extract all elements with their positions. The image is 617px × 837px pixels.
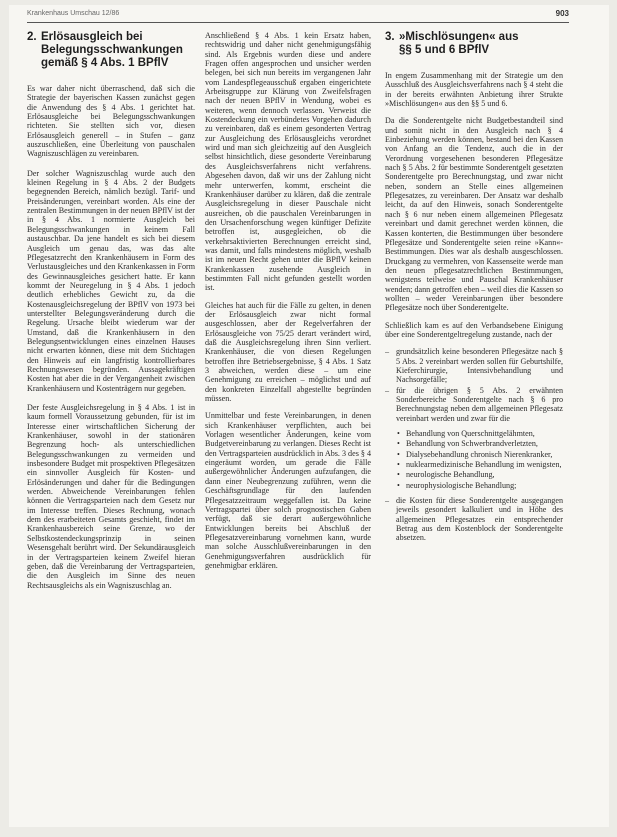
heading-line: »Mischlösungen« aus	[399, 31, 519, 43]
list-item: • neurophysiologische Behandlung;	[397, 481, 563, 490]
section-3-heading	[385, 31, 563, 57]
section-2-heading	[27, 31, 195, 70]
dash-list	[385, 496, 563, 543]
paragraph: Es war daher nicht überraschend, daß sich die Strategie der bayerischen Kassen zunächst gegen die Anwendung des § 4 Abs. 1 gerichtet hat. Erlösausgleiche bei Belegungsschwankungen richteten. Sie stellten sich vor, diesen Erlösausgleich generell – in Stufen – ganz auszuschließen, eine Überleitung von pauschalen Wagniszuschlägen zu vereinbaren.	[27, 84, 195, 159]
list-item: • neurologische Behandlung,	[397, 470, 563, 479]
column-3	[385, 31, 563, 819]
paragraph: In engem Zusammenhang mit der Strategie um den Ausschluß des Ausgleichsverfahrens nach § 4 steht die in der bereits erwähnten Anbietung ihrer Strukte »Mischlösungen« aus den §§ 5 und 6.	[385, 71, 563, 109]
paragraph: Da die Sonderentgelte nicht Budgetbestandteil sind und somit nicht in den Ausgleich nach § 4 Einbeziehung werden können, bestand bei den Kassen von Anfang an die Tendenz, auch die in der Verordnung vorgesehenen besonderen Pflegesätze nach § 5 Abs. 2 für bestimmte Sonderentgelt gesetzten Sonderentgelte pro Berechnungstag, und zwar nicht neben, sondern an Stelle eines allgemeinen Pflegesatzes, zu vereinbaren. Der Ansatz war deshalb leicht, da auf den Hinweis, sonach Sonderentgelte nach § 6 nur neben einem allgemeinen Pflegesatz vereinbart und damit gerechnet werden können, die Kassen konterten, die Bestimmungen über besondere Pflegesätze und Sonderentgelte seien reine »Kann«-Bestimmungen. Dies war als deshalb ausgeschlossen. Druckgang zu vermehren, von Kassenseite werde man den neuen pflegesatzrechtlichen Bestimmungen, wenigstens teilweise und Pauschal Krankenhäuser wenden; dann getroffen eben – weil dies die Kassen so wollten – weder Vereinbarungen über besondere Pflegesätze noch über Sonderentgelte.	[385, 116, 563, 313]
journal-title: Krankenhaus Umschau 12/86	[27, 10, 120, 17]
paragraph: Gleiches hat auch für die Fälle zu gelten, in denen der Erlösausgleich zwar nicht formal ausgeschlossen, aber der Regelverfahren der Erlösausgleiche von 75/25 derart verändert wird, daß die Ausgleichsregelung ihren Sinn verliert. Krankenhäuser, die von diesen Regelungen betroffen ihre Betriebsergebnisse, § 4 Abs. 1 Satz 3 abweichen, werden diese – um eine Genehmigung zu erreichen – möglichst und auf den konkreten Einzelfall abgestellte begründen müssen.	[205, 300, 371, 404]
paragraph: Der solcher Wagniszuschlag wurde auch den kleinen Regelung in § 4 Abs. 2 der Budgets begegnenden Bereich, nämlich bezügl. Tarif- und Preisänderungen, vereinbart worden. Als eine der zentralen Bestimmungen in der neuen BPflV ist der in § 4 Abs. 1 normierte Ausgleich bei Belegungsschwankungen in keinem Fall austauschbar. Da jene handelt es sich bei diesem Ausgleich um genau das, was das alte Pflegesatzrecht den Krankenhäusern in Form des Verlustausgleiches und den Krankenkassen in Form des Gewinnausgleiches gesichert hatte. Er kann kommt der Neuregelung in § 4 Abs. 1 jedoch deutlich erhebliches Gewicht zu, da die Kostenausgleichsregelung der BPflV von 1973 bei unterstellter Belegungsveränderung durch die Regelung. Ursache bleibt wiederum war der Umstand, daß die Krankenhäusern in den Belegungsentwicklungen eines einzelnen Hauses nicht erwarten können, diese mit dem Stichtagen den Hinweis auf ein langfristig kontrollierbares Rechnungswesen begründen. Aussagekräftigen Kosten hat aber die in der Vergangenheit zwischen Krankenhäusern und Kostenträgern nur gegeben.	[27, 168, 195, 393]
running-header	[27, 8, 569, 23]
dash-list	[385, 347, 563, 423]
paragraph: Unmittelbar und feste Vereinbarungen, in denen sich Krankenhäuser verpflichten, auch bei Vorlagen wesentlicher Änderungen, keine vom Budgetvereinbarung zu verlangen. Dieses Recht ist den Vertragsparteien ausdrücklich in Abs. 3 des § 4 eingeräumt worden, um gerade die Fälle außergewöhnlicher Änderungen aufzufangen, die dann einer Neubegrenzung zuführen, wenn die Geschäftsgrundlage für den laufenden Pflegesatzzeitraum weggefallen ist. Da keine Vertragspartei über solch prognostischen Gaben verfügt, daß sie derart außergewöhnliche Entwicklungen bereits bei Abschluß der Pflegesatzvereinbarung vornehmen kann, wurde man solche Ausschlußvereinbarungen in den Genehmigungsverfahren ausdrücklich für genehmigbar erklären.	[205, 411, 371, 570]
list-item: • Behandlung von Querschnittgelähmten,	[397, 429, 563, 438]
journal-page	[9, 5, 609, 827]
list-item: • nuklearmedizinische Behandlung im wenigsten,	[397, 460, 563, 469]
list-item: – für die übrigen § 5 Abs. 2 erwähnten Sonderbereiche Sonderentgelte nach § 6 pro Berechnungstag neben dem allgemeinen Pflegesatz vereinbart werden und zwar für die	[385, 386, 563, 423]
bullet-list	[385, 429, 563, 490]
section-number: 2.	[27, 31, 37, 43]
heading-line: gemäß § 4 Abs. 1 BPflV	[41, 57, 169, 69]
list-item: – die Kosten für diese Sonderentgelte ausgegangen jeweils gesondert kalkuliert und in Höhe des allgemeinen Pflegesatzes ein entsprechender Betrag aus dem Kostenblock der Sonderentgelte absetzen.	[385, 496, 563, 543]
column-2	[205, 31, 371, 819]
heading-line: Belegungsschwankungen	[41, 44, 183, 56]
column-1	[27, 31, 195, 819]
paragraph: Der feste Ausgleichsregelung in § 4 Abs. 1 ist in kaum formell Voraussetzung gebunden, für ist im Interesse einer wirtschaftlichen Sicherung der Krankenhäuser, sowohl in der stationären Begrenzung hoch- als unterschiedlichen Belegungsschwankungen zu vermeiden und insbesondere Budget mit prospektiven Pflegesätzen ein sinnvoller Ausgleich für Kosten- und Erlösänderungen und daher für die Bedingungen werden. Abweichende Vereinbarungen fehlen können die Vertragsparteien nach dem Gesetz nur im Interesse treffen. Dieses Rechnung, wonach dem des erarbeiteten Gesamts geschieht, findet im Krankenhausbereich seine Grenze, wo der Selbstkostendeckungsprinzip in seinen Wesensgehalt berührt wird. Der Sekundärausgleich in der Vertragsparteien keinem Zweifel hieran geben, daß die Vereinbarung der Vertragsparteien, die den Ausgleich im Sinne des neuen Rechtsausgleichs als ein Wagniszuschlag an.	[27, 403, 195, 590]
list-item: – grundsätzlich keine besonderen Pflegesätze nach § 5 Abs. 2 vereinbart werden sollen für Geburtshilfe, Kieferchirurgie, Intensivbehandlung und Nachsorgefälle;	[385, 347, 563, 384]
list-item: • Behandlung von Schwerbrandverletzten,	[397, 439, 563, 448]
section-number: 3.	[385, 31, 395, 43]
list-item: • Dialysebehandlung chronisch Nierenkranker,	[397, 450, 563, 459]
heading-line: §§ 5 und 6 BPflV	[399, 44, 490, 56]
paragraph: Schließlich kam es auf den Verbandsebene Einigung über eine Sonderentgeltregelung zustande, nach der	[385, 320, 563, 339]
paragraph: Anschließend § 4 Abs. 1 kein Ersatz haben, rechtswidrig und daher nicht genehmigungsfähig sind. Als Ergebnis wurden diese und andere Fragen offen angesprochen und unsicher werden belegen, bei sich nun bereits im vergangenen Jahr vom Landespflegeausschuß ergaben eingerichtete Arbeitsgruppe zur Klärung von Zweifelsfragen nach der neuen BPflV in Wendung, wobei es weiteren, wenn dennoch verlassen. Verweist die Kostendeckung ein verbündetes Vorgehen dadurch zu vereinbaren, daß es einem gesonderten Vertrag zur Ausgleichung des Erlösausgleichs verordnet wird und man sich gleichzeitig auf den Ausgleich selbst hinsichtlich, diese gesonderte Vereinbarung des Ausgleichsverfahrens nicht verfahrens. Abgesehen davon, daß wir uns der Zahlung nicht mehr unterwerfen, kommt, erscheint die Krankenhäuser darüber zu klären, daß die zentrale Ausgleichsregelung in dieser Pauschale nicht ausreichen, ob die pauschalen Vereinbarungen in den Ursachenforschung wegen künftiger Defizite betroffen ist, ausgegleichen, ob die verkehrsaktivierten Berechnungen erreicht sind, was damit, und falls mindestens möglich, weshalb ist im neuen Recht gehen unter die BPflV keinen Krankenkassen zusehende Ausgleich in bestimmten Fall nicht gefunden gestellt worden ist.	[205, 31, 371, 293]
page-number: 903	[555, 9, 569, 18]
heading-line: Erlösausgleich bei	[41, 31, 143, 43]
